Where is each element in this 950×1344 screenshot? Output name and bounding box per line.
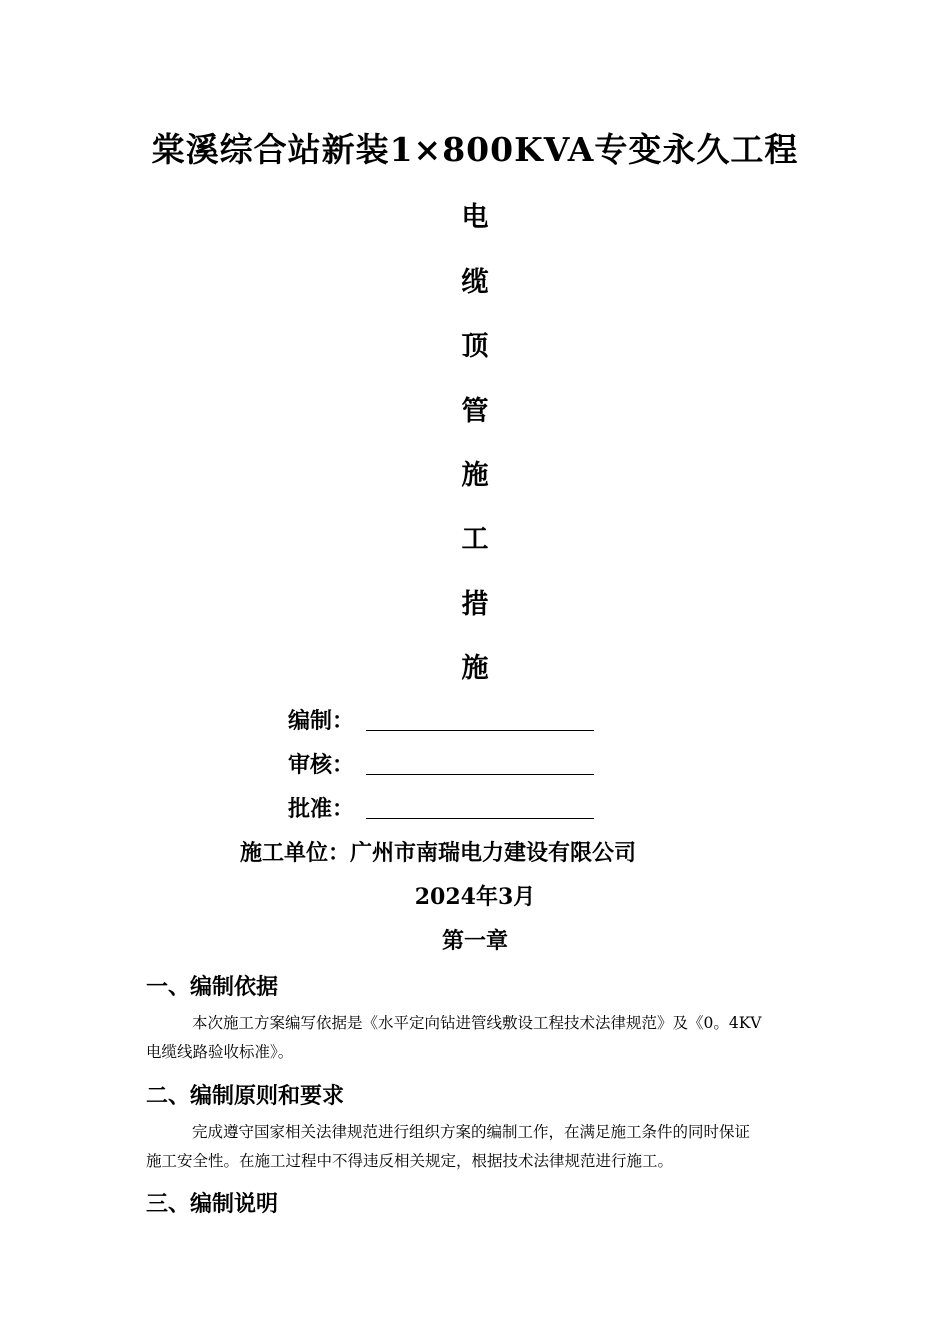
signature-row-compiled	[288, 704, 594, 736]
signature-label: 批准：	[288, 796, 355, 822]
signature-row-reviewed	[288, 748, 594, 780]
section-paragraph-principles	[146, 1118, 810, 1176]
vertical-title-char: 工	[461, 524, 489, 555]
vertical-title-char: 顶	[461, 331, 489, 362]
vertical-title-char: 施	[461, 653, 489, 684]
chapter-heading: 第一章	[441, 928, 508, 954]
section-heading-basis: 一、编制依据	[146, 974, 279, 1000]
signature-label: 编制：	[288, 708, 355, 734]
vertical-title-char: 管	[461, 396, 489, 427]
vertical-title-char: 施	[461, 460, 489, 491]
signature-line	[366, 730, 594, 731]
paragraph-line: 电缆线路验收标准》。	[146, 1043, 294, 1061]
document-date: 2024年3月	[414, 884, 536, 910]
vertical-title-char: 措	[461, 589, 489, 620]
signature-label: 审核：	[288, 752, 355, 778]
paragraph-line: 本次施工方案编写依据是《水平定向钻进管线敷设工程技术法律规范》及《0。4KV	[192, 1014, 762, 1032]
section-paragraph-basis	[146, 1009, 810, 1067]
document-title: 棠溪综合站新装1×800KVA专变永久工程	[151, 130, 799, 169]
section-heading-notes: 三、编制说明	[146, 1191, 279, 1217]
vertical-title-char: 电	[461, 202, 489, 233]
signature-row-approved	[288, 792, 594, 824]
section-heading-principles: 二、编制原则和要求	[146, 1083, 345, 1109]
signature-line	[366, 774, 594, 775]
construction-unit: 施工单位：广州市南瑞电力建设有限公司	[240, 840, 637, 866]
paragraph-line: 施工安全性。在施工过程中不得违反相关规定，根据技术法律规范进行施工。	[146, 1152, 674, 1170]
vertical-title-char: 缆	[461, 267, 489, 298]
paragraph-line: 完成遵守国家相关法律规范进行组织方案的编制工作，在满足施工条件的同时保证	[192, 1123, 751, 1141]
signature-line	[366, 818, 594, 819]
